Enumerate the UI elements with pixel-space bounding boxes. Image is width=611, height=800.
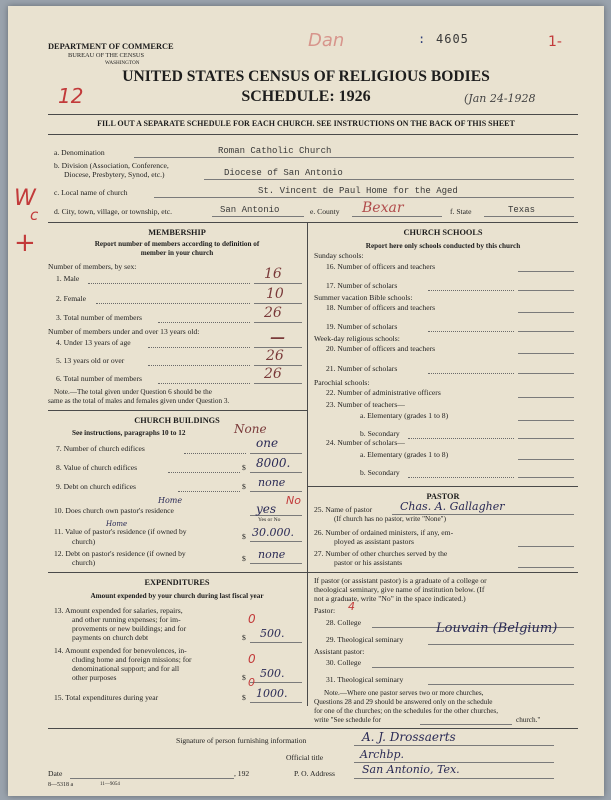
age-header-label: Number of members under and over 13 years old: (48, 327, 200, 336)
signature-value: A. J. Drossaerts (362, 730, 456, 744)
q25-hint: (If church has no pastor, write "None") (334, 515, 446, 523)
q24a-label: a. Elementary (grades 1 to 8) (360, 450, 449, 459)
total-6-label: 6. Total number of members (56, 374, 143, 383)
q24b-label: b. Secondary (360, 468, 400, 477)
state-label: f. State (450, 207, 472, 216)
date-year: , 192 (234, 769, 250, 778)
pastor-label: Pastor: (314, 606, 336, 615)
form-title: UNITED STATES CENSUS OF RELIGIOUS BODIES (122, 68, 490, 85)
city-label: WASHINGTON (105, 60, 140, 66)
membership-sub-2: member in your church (140, 249, 214, 257)
q15-dollar: $ (242, 693, 246, 702)
over-13-label: 5. 13 years old or over (56, 356, 125, 365)
header-rule-bottom (48, 134, 578, 135)
header-rule-top (48, 114, 578, 115)
q16-label: 16. Number of officers and teachers (326, 262, 436, 271)
q14-line-4: other purposes (72, 673, 117, 682)
q13-line-1: 13. Amount expended for salaries, repairs, (54, 606, 183, 615)
membership-sub-1: Report number of members according to definition of (94, 240, 260, 248)
total-members-label: 3. Total number of members (56, 313, 143, 322)
buildings-sub-hand: None (234, 422, 267, 436)
red-mark-right: 1- (548, 34, 562, 50)
q24-label: 24. Number of scholars— (326, 438, 405, 447)
pastor-note-5: church." (516, 716, 541, 724)
q9-dollar: $ (242, 482, 246, 491)
q7-label: 7. Number of church edifices (56, 444, 145, 453)
weekday-schools-label: Week-day religious schools: (314, 334, 400, 343)
q29-value: Louvain (Belgium) (436, 621, 558, 636)
q8-dollar: $ (242, 463, 246, 472)
division-value: Diocese of San Antonio (224, 168, 343, 178)
q8-label: 8. Value of church edifices (56, 463, 138, 472)
buildings-title: CHURCH BUILDINGS (134, 416, 220, 425)
county-label: e. County (310, 207, 340, 216)
membership-note-2: same as the total of males and females given under Question 3. (48, 397, 230, 405)
over-13-value: 26 (266, 348, 284, 364)
q12-label-1: 12. Debt on pastor's residence (if owned by (54, 549, 186, 558)
membership-title: MEMBERSHIP (148, 228, 206, 237)
q9-label: 9. Debt on church edifices (56, 482, 136, 491)
signature-label: Signature of person furnishing information (176, 736, 307, 745)
q27-label-1: 27. Number of other churches served by the (314, 549, 448, 558)
q15-value: 1000. (256, 687, 288, 700)
q14-line-2: cluding home and foreign missions; for (72, 655, 192, 664)
q31-label: 31. Theological seminary (326, 675, 404, 684)
q13-dollar: $ (242, 633, 246, 642)
q7-value: one (256, 436, 279, 450)
q12-value: none (258, 548, 286, 561)
q18-label: 18. Number of officers and teachers (326, 303, 436, 312)
red-mark-top: Dan (308, 30, 345, 51)
q11-label-2: church) (72, 537, 96, 546)
stamp-number: 4605 (436, 32, 469, 46)
q12-dollar: $ (242, 554, 246, 563)
date-label: Date (48, 769, 63, 778)
pastor-note-3: for one of the churches; on the schedules for the other churches, (314, 707, 499, 715)
margin-mark-plus: + (14, 228, 36, 258)
graduate-note-2: theological seminary, give name of institution below. (If (314, 585, 485, 594)
total-6-value: 26 (264, 366, 282, 382)
schedule-title: SCHEDULE: 1926 (241, 88, 371, 105)
q17-label: 17. Number of scholars (326, 281, 398, 290)
po-address-label: P. O. Address (294, 769, 335, 778)
q14-red-mark: 0 (248, 652, 256, 666)
q13-value: 500. (260, 627, 285, 640)
pastor-title: PASTOR (426, 492, 460, 501)
schools-sub: Report here only schools conducted by this church (365, 242, 521, 250)
q14-dollar: $ (242, 673, 246, 682)
total-members-value: 26 (264, 305, 282, 321)
pastor-note-4: write "See schedule for (314, 716, 381, 724)
female-label: 2. Female (56, 294, 86, 303)
q25-value: Chas. A. Gallagher (400, 500, 505, 513)
margin-mark-c: c (30, 206, 39, 224)
q15-red-mark: 0 (248, 676, 255, 689)
official-title-value: Archbp. (360, 748, 405, 761)
male-value: 16 (264, 266, 282, 282)
female-value: 10 (266, 286, 284, 302)
denomination-label: a. Denomination (54, 148, 105, 157)
graduate-note-3: not a graduate, write "No" in the space indicated.) (314, 594, 466, 603)
schools-title: CHURCH SCHOOLS (403, 228, 483, 237)
q13-line-2: and other running expenses; for im- (72, 615, 181, 624)
q12-label-2: church) (72, 558, 96, 567)
parochial-schools-label: Parochial schools: (314, 378, 370, 387)
q26-label-1: 26. Number of ordained ministers, if any, em- (314, 528, 454, 537)
pastor-note-1: Note.—Where one pastor serves two or more churches, (324, 689, 484, 697)
q10-value: yes (256, 502, 277, 516)
state-value: Texas (508, 205, 536, 215)
margin-mark-w: W (14, 186, 36, 211)
official-title-label: Official title (286, 753, 324, 762)
q13-line-3: provements or new buildings; and for (72, 624, 187, 633)
q15-label: 15. Total expenditures during year (54, 693, 159, 702)
q25-label: 25. Name of pastor (314, 505, 373, 514)
q29-label: 29. Theological seminary (326, 635, 404, 644)
q26-label-2: ployed as assistant pastors (334, 537, 414, 546)
print-number: 11—9054 (100, 782, 120, 787)
expenditures-title: EXPENDITURES (144, 578, 210, 587)
q23b-label: b. Secondary (360, 429, 400, 438)
city-town-value: San Antonio (220, 205, 280, 215)
q9-value: none (258, 476, 286, 489)
by-sex-label: Number of members, by sex: (48, 262, 137, 271)
q14-line-1: 14. Amount expended for benevolences, in- (54, 646, 187, 655)
section-rule (48, 222, 578, 223)
q10-value-2: No (286, 494, 301, 507)
division-label-1: b. Division (Association, Conference, (54, 161, 169, 170)
column-divider (307, 222, 308, 706)
q23-label: 23. Number of teachers— (326, 400, 405, 409)
buildings-sub: See instructions, paragraphs 10 to 12 (72, 429, 186, 437)
summer-schools-label: Summer vacation Bible schools: (314, 293, 413, 302)
footer-rule (48, 728, 578, 729)
department-label: DEPARTMENT OF COMMERCE (48, 42, 174, 51)
q11-insert: Home (106, 520, 128, 528)
instruction-line: FILL OUT A SEPARATE SCHEDULE FOR EACH CHURCH. SEE INSTRUCTIONS ON THE BACK OF THIS SHEET (97, 119, 515, 128)
under-13-label: 4. Under 13 years of age (56, 338, 131, 347)
sunday-schools-label: Sunday schools: (314, 251, 364, 260)
red-mark-left: 12 (58, 84, 84, 108)
q13-red-mark: 0 (248, 612, 256, 626)
local-name-value: St. Vincent de Paul Home for the Aged (258, 186, 458, 196)
expenditures-sub: Amount expended by your church during last fiscal year (90, 592, 264, 600)
q22-label: 22. Number of administrative officers (326, 388, 441, 397)
male-label: 1. Male (56, 274, 80, 283)
membership-note-1: Note.—The total given under Question 6 should be the (54, 388, 212, 396)
q21-label: 21. Number of scholars (326, 364, 398, 373)
stamp-colon: : (418, 32, 427, 46)
received-date: (Jan 24-1928 (464, 92, 536, 105)
po-address-value: San Antonio, Tex. (362, 763, 460, 776)
under-13-value: — (270, 328, 285, 346)
q19-label: 19. Number of scholars (326, 322, 398, 331)
q14-value: 500. (260, 667, 285, 680)
county-value: Bexar (362, 200, 404, 216)
pastor-note-2: Questions 28 and 29 should be answered only on the schedule (314, 698, 493, 706)
denomination-value: Roman Catholic Church (218, 146, 332, 156)
division-label-2: Diocese, Presbytery, Synod, etc.) (64, 170, 165, 179)
q20-label: 20. Number of officers and teachers (326, 344, 436, 353)
assistant-pastor-label: Assistant pastor: (314, 647, 365, 656)
bureau-label: BUREAU OF THE CENSUS (68, 52, 145, 59)
q27-label-2: pastor or his assistants (334, 558, 403, 567)
q10-insert: Home (158, 496, 183, 505)
form-number: 8—5318 a (48, 782, 74, 788)
q11-label-1: 11. Value of pastor's residence (if owned by (54, 527, 187, 536)
q10-label: 10. Does church own pastor's residence (54, 506, 174, 515)
city-town-label: d. City, town, village, or township, etc. (54, 207, 173, 216)
graduate-note-1: If pastor (or assistant pastor) is a graduate of a college or (314, 576, 487, 585)
q14-line-3: denominational support; and for all (72, 664, 180, 673)
q10-hint: Yes or No (258, 517, 281, 523)
q8-value: 8000. (256, 456, 291, 470)
q13-line-4: payments on church debt (72, 633, 149, 642)
q11-value: 30.000. (252, 526, 294, 539)
q28-label: 28. College (326, 618, 362, 627)
pastor-red-mark: 4 (348, 600, 355, 613)
q11-dollar: $ (242, 532, 246, 541)
local-name-label: c. Local name of church (54, 188, 128, 197)
q23a-label: a. Elementary (grades 1 to 8) (360, 411, 449, 420)
q30-label: 30. College (326, 658, 362, 667)
census-schedule-sheet (8, 6, 604, 796)
